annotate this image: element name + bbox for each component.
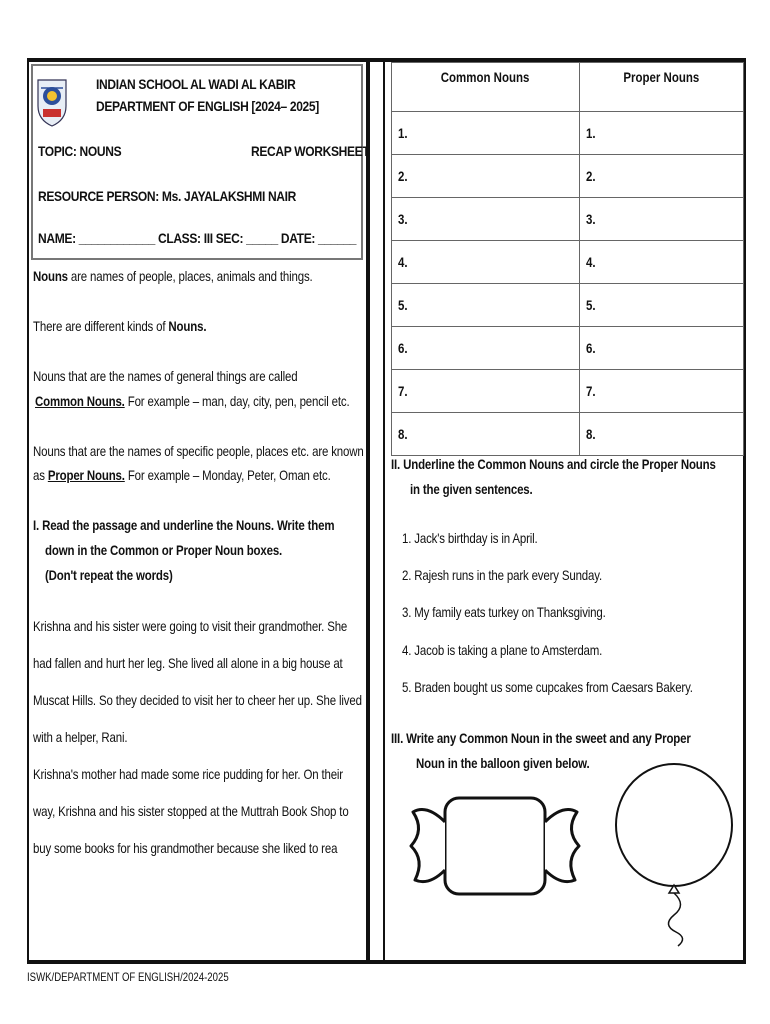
candy-icon[interactable] bbox=[405, 792, 585, 902]
intro-paragraph-2 bbox=[33, 318, 206, 334]
sentence-item: 1. Jack's birthday is in April. bbox=[402, 530, 538, 546]
sentence-item: 4. Jacob is taking a plane to Amsterdam. bbox=[402, 642, 603, 658]
section3-title: Noun in the balloon given below. bbox=[416, 755, 590, 771]
intro-text: are names of people, places, animals and things. bbox=[67, 268, 313, 284]
balloon-icon[interactable] bbox=[612, 760, 742, 950]
row-number: 5. bbox=[398, 297, 408, 313]
nouns-table bbox=[391, 62, 744, 456]
section1-title: down in the Common or Proper Noun boxes. bbox=[45, 542, 283, 558]
common-noun-cell[interactable] bbox=[392, 155, 580, 198]
table-row bbox=[392, 284, 744, 327]
example-text: For example – man, day, city, pen, pencil etc. bbox=[124, 393, 350, 409]
proper-nouns-example bbox=[33, 467, 331, 483]
example-text: as bbox=[33, 467, 48, 483]
proper-noun-cell[interactable] bbox=[580, 112, 744, 155]
sentence-item: 5. Braden bought us some cupcakes from Caesars Bakery. bbox=[402, 679, 693, 695]
proper-nouns-term: Proper Nouns. bbox=[47, 467, 125, 483]
row-number: 4. bbox=[398, 254, 408, 270]
common-noun-cell[interactable] bbox=[392, 284, 580, 327]
table-row bbox=[392, 241, 744, 284]
proper-noun-cell[interactable] bbox=[580, 241, 744, 284]
proper-noun-cell[interactable] bbox=[580, 327, 744, 370]
row-number: 5. bbox=[586, 297, 596, 313]
row-number: 4. bbox=[586, 254, 596, 270]
row-number: 1. bbox=[586, 125, 596, 141]
passage-line: Krishna and his sister were going to visit their grandmother. She bbox=[33, 618, 348, 634]
column-header: Common Nouns bbox=[441, 69, 530, 85]
common-noun-cell[interactable] bbox=[392, 413, 580, 456]
row-number: 2. bbox=[398, 168, 408, 184]
proper-nouns-definition: Nouns that are the names of specific people, places etc. are known bbox=[33, 443, 364, 459]
common-noun-cell[interactable] bbox=[392, 327, 580, 370]
table-row bbox=[392, 112, 744, 155]
table-row bbox=[392, 198, 744, 241]
row-number: 7. bbox=[398, 383, 408, 399]
nouns-term: Nouns. bbox=[168, 318, 207, 334]
proper-nouns-header bbox=[580, 63, 744, 112]
passage-line: Muscat Hills. So they decided to visit her to cheer her up. She lived bbox=[33, 692, 362, 708]
table-row bbox=[392, 155, 744, 198]
passage-line: Krishna's mother had made some rice pudding for her. On their bbox=[33, 766, 343, 782]
table-row bbox=[392, 413, 744, 456]
common-noun-cell[interactable] bbox=[392, 112, 580, 155]
proper-noun-cell[interactable] bbox=[580, 413, 744, 456]
passage-line: way, Krishna and his sister stopped at the Muttrah Book Shop to bbox=[33, 803, 349, 819]
nouns-term: Nouns bbox=[33, 268, 68, 284]
footer-text: ISWK/DEPARTMENT OF ENGLISH/2024-2025 bbox=[27, 970, 229, 984]
sentence-item: 2. Rajesh runs in the park every Sunday. bbox=[402, 567, 602, 583]
section2-title: II. Underline the Common Nouns and circle the Proper Nouns bbox=[391, 456, 716, 472]
row-number: 6. bbox=[398, 340, 408, 356]
sentence-item: 3. My family eats turkey on Thanksgiving. bbox=[402, 604, 606, 620]
section3-title: III. Write any Common Noun in the sweet and any Proper bbox=[391, 730, 691, 746]
row-number: 6. bbox=[586, 340, 596, 356]
common-nouns-example bbox=[35, 393, 349, 409]
row-number: 8. bbox=[586, 426, 596, 442]
common-noun-cell[interactable] bbox=[392, 370, 580, 413]
common-noun-cell[interactable] bbox=[392, 198, 580, 241]
proper-noun-cell[interactable] bbox=[580, 284, 744, 327]
proper-noun-cell[interactable] bbox=[580, 370, 744, 413]
common-nouns-header bbox=[392, 63, 580, 112]
column-header: Proper Nouns bbox=[623, 69, 700, 85]
proper-noun-cell[interactable] bbox=[580, 155, 744, 198]
proper-noun-cell[interactable] bbox=[580, 198, 744, 241]
table-header-row bbox=[392, 63, 744, 112]
common-nouns-term: Common Nouns. bbox=[35, 393, 125, 409]
school-logo-icon bbox=[35, 76, 69, 128]
row-number: 3. bbox=[398, 211, 408, 227]
section1-title: (Don't repeat the words) bbox=[45, 567, 173, 583]
passage-line: buy some books for his grandmother because she liked to rea bbox=[33, 840, 338, 856]
name-class-date-line: NAME: ____________ CLASS: III SEC: _____ DATE: ______ bbox=[38, 230, 357, 246]
row-number: 3. bbox=[586, 211, 596, 227]
column-divider-inner bbox=[383, 62, 385, 961]
row-number: 2. bbox=[586, 168, 596, 184]
row-number: 8. bbox=[398, 426, 408, 442]
row-number: 1. bbox=[398, 125, 408, 141]
table-row bbox=[392, 327, 744, 370]
intro-text: There are different kinds of bbox=[33, 318, 169, 334]
common-noun-cell[interactable] bbox=[392, 241, 580, 284]
resource-person: RESOURCE PERSON: Ms. JAYALAKSHMI NAIR bbox=[38, 188, 296, 204]
passage-line: with a helper, Rani. bbox=[33, 729, 128, 745]
intro-paragraph-1 bbox=[33, 268, 313, 284]
column-divider bbox=[366, 62, 370, 961]
department-line: DEPARTMENT OF ENGLISH [2024– 2025] bbox=[96, 98, 319, 114]
worksheet-label: RECAP WORKSHEET bbox=[251, 143, 370, 159]
common-nouns-definition: Nouns that are the names of general things are called bbox=[33, 368, 298, 384]
section2-title: in the given sentences. bbox=[410, 481, 533, 497]
passage-line: had fallen and hurt her leg. She lived all alone in a big house at bbox=[33, 655, 343, 671]
school-name: INDIAN SCHOOL AL WADI AL KABIR bbox=[96, 76, 296, 92]
example-text: For example – Monday, Peter, Oman etc. bbox=[124, 467, 331, 483]
topic-label: TOPIC: NOUNS bbox=[38, 143, 122, 159]
row-number: 7. bbox=[586, 383, 596, 399]
section1-title: I. Read the passage and underline the Nouns. Write them bbox=[33, 517, 335, 533]
table-row bbox=[392, 370, 744, 413]
